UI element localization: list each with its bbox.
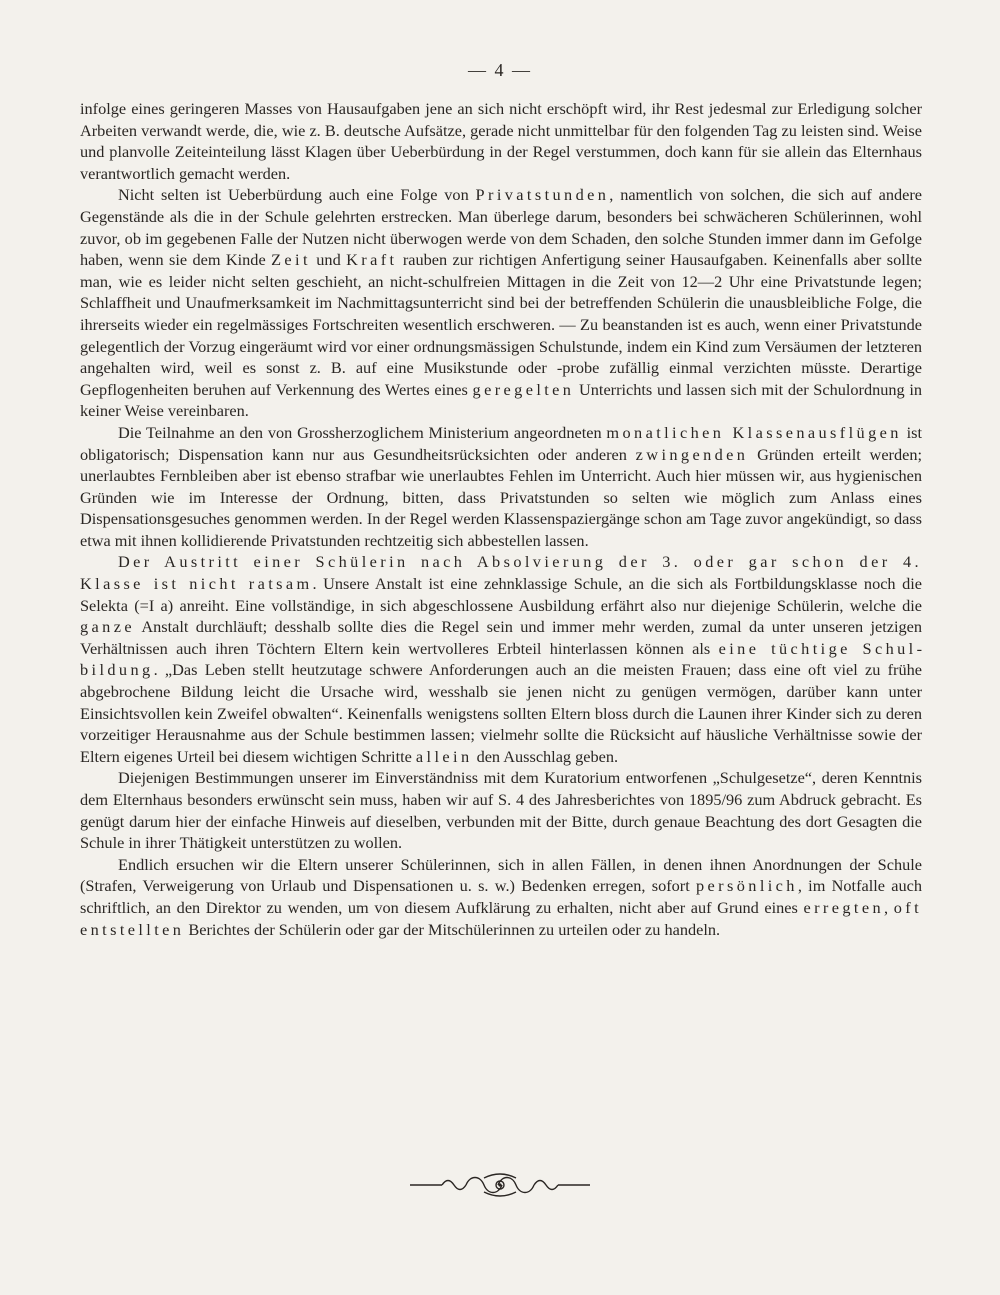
emphasis-schulbildung: eine tüchtige Schulbildung [80,638,923,680]
text-run: ist obligatorisch; Dispensation kann nur aus Gesundheitsrücksichten oder anderen [80,422,922,464]
emphasis-oft-entstellten: oft entstellten [80,897,923,939]
emphasis-erregten: erregten [803,897,885,917]
emphasis-persoenlich: persönlich [696,876,798,896]
emphasis-ganze: ganze [80,617,135,637]
emphasis-geregelten: geregelten [472,379,575,399]
ornament-divider [408,1172,592,1198]
text-run: . Unsere Anstalt ist eine zehnklassige Schule, an die sich als Fortbildungsklasse noch die Selekta (=I a) anreiht. Eine vollständige, in sich abgeschlossene Ausbildung erfährt also nur diejenige Schülerin, welche die [80,574,922,615]
text-run: , [884,897,894,917]
paragraph-4 [80,551,922,767]
emphasis-austritt: Der Austritt einer Schülerin nach Absolvierung der 3. oder gar schon der 4. Klasse ist nicht ratsam [80,552,922,594]
text-run: Endlich ersuchen wir die Eltern unserer Schülerinnen, sich in allen Fällen, in denen ihnen Anordnungen der Schule (Strafen, Verweigerung von Urlaub und Dispensationen u. s. w.) Bedenken erregen, sofort [80,854,922,896]
text-run: Berichtes der Schülerin oder gar der Mitschülerinnen zu urteilen oder zu handeln. [184,919,721,939]
paragraph-2 [80,184,922,422]
emphasis-klassenausfluegen: monatlichen Klassenausflügen [606,422,902,442]
text-run: Nicht selten ist Ueberbürdung auch eine Folge von [118,185,476,205]
text-run: infolge eines geringeren Masses von Hausaufgaben jene an sich nicht erschöpft wird, ihr Rest jedesmal zur Erledigung solcher Arbeiten verwandt werde, die, wie z. B. deutsche Aufsätze, gerade nicht unmittelbar für den folgenden Tag zu leisten sind. Weise und planvolle Zeiteinteilung lässt Klagen über Ueberbürdung in der Regel verstummen, doch kann für sie allein das Elternhaus verantwortlich gemacht werden. [80,99,922,183]
paragraph-3 [80,422,922,552]
text-run: und [310,250,347,270]
body-text [80,98,922,940]
page-number: — 4 — [468,60,532,80]
text-run: , im Notfalle auch schriftlich, an den Direktor zu wenden, um von diesem Aufklärung zu erhalten, nicht aber auf Grund eines [80,876,922,917]
emphasis-zeit: Zeit [271,250,311,270]
paragraph-6 [80,854,922,940]
emphasis-zwingenden: zwingenden [635,444,749,464]
text-run: rauben zur richtigen Anfertigung seiner Hausaufgaben. Keinenfalls aber sollte man, wie es leider nicht selten geschieht, an nicht-schulfreien Mittagen in die Zeit von 12—2 Uhr eine Privatstunde legen; Schlaffheit und Unaufmerksamkeit im Nachmittagsunterricht sind bei der betreffenden Schülerin die unausbleibliche Folge, die ihrerseits wieder ein regelmässiges Fortschreiten wesentlich erschweren. — Zu beanstanden ist es auch, wenn einer Privatstunde gelegentlich der Vorzug eingeräumt wird vor einer ordnungsmässigen Schulstunde, indem ein Kind zum Versäumen der letzteren angehalten wird, weil es sonst z. B. auf eine Musikstunde oder -probe zufällig einmal verzichten müsste. Derartige Gepflogenheiten beruhen auf Verkennung des Wertes eines [80,250,923,399]
emphasis-privatstunden: Privatstunden [475,185,610,205]
text-run: den Ausschlag geben. [472,746,619,766]
paragraph-1 [80,98,922,184]
text-run: Anstalt durchläuft; desshalb sollte dies die Regel sein und immer mehr werden, zumal da unter unseren jetzigen Verhältnissen auch ihren Töchtern Eltern kein wertvolleres Erbteil hinterlassen können als [80,617,922,658]
emphasis-kraft: Kraft [346,250,398,270]
paragraph-5 [80,767,922,853]
text-run: Diejenigen Bestimmungen unserer im Einverständniss mit dem Kuratorium entworfenen „Schulgesetze“, deren Kenntnis dem Elternhaus besonders erwünscht sein muss, haben wir auf S. 4 des Jahresberichtes von 1895/96 zum Abdruck gebracht. Es genügt darum hier der einfache Hinweis auf dieselben, verbunden mit der Bitte, durch genaue Beachtung des dort Gesagten die Schule in ihrer Thätigkeit unterstützen zu wollen. [80,768,922,853]
text-run: . „Das Leben stellt heutzutage schwere Anforderungen auch an die meisten Frauen; dass eine oft viel zu frühe abgebrochene Bildung leicht die Ursache wird, wesshalb sie jenen nicht zu genügen vermögen, darüber kann unter Einsichtsvollen kein Zweifel obwalten“. Keinenfalls wenigstens sollten Eltern bloss durch die Launen ihrer Kinder sich zu deren vorzeitiger Herausnahme aus der Schule bestimmen lassen; vielmehr sollte die Rücksicht auf häusliche Verhältnisse sowie der Eltern eigenes Urteil bei diesem wichtigen Schritte [80,660,922,766]
text-run: , namentlich von solchen, die sich auf andere Gegenstände als die in der Schule gelehrten erstrecken. Man überlege darum, besonders bei schwächeren Schülerinnen, wohl zuvor, ob im gegebenen Falle der Nutzen nicht überwogen werde von dem Schaden, den solche Stunden immer dann im Gefolge haben, wenn sie dem Kinde [80,185,922,270]
text-run: Gründen erteilt werden; unerlaubtes Fernbleiben aber ist ebenso strafbar wie unerlaubtes Fehlen im Unterricht. Auch hier müssen wir, aus hygienischen Gründen wie im Interesse der Ordnung, bitten, dass Privatstunden so selten wie möglich zum Anlass eines Dispensationsgesuches genommen werden. In der Regel werden Klassenspaziergänge schon am Tage zuvor angekündigt, so dass etwa mit ihnen kollidierende Privatstunden rechtzeitig sich abbestellen lassen. [80,444,922,550]
text-run: Die Teilnahme an den von Grossherzoglichem Ministerium angeordneten [118,422,607,442]
emphasis-allein: allein [415,746,473,766]
text-run: Unterrichts und lassen sich mit der Schulordnung in keiner Weise vereinbaren. [80,379,922,421]
